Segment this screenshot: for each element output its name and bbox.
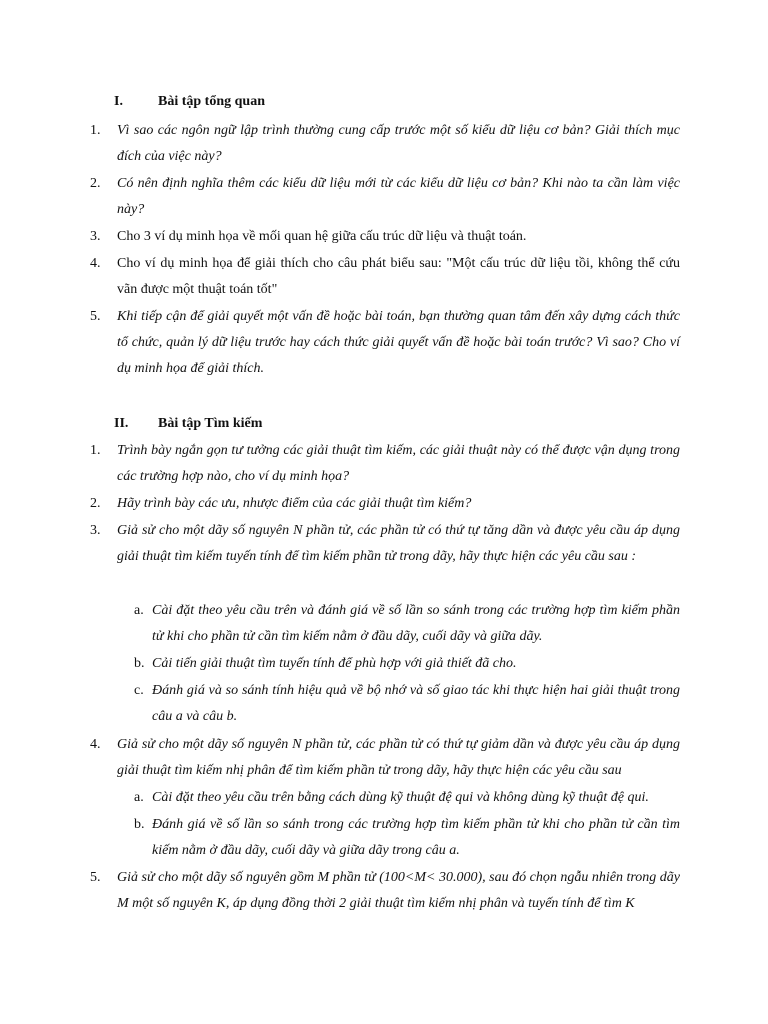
section-heading-2 xyxy=(114,415,262,433)
item-text: Hãy trình bày các ưu, nhược điểm của các giải thuật tìm kiếm? xyxy=(117,496,472,511)
item-number: 1. xyxy=(90,443,101,458)
exercise-item xyxy=(90,865,680,917)
item-text: Trình bày ngắn gọn tư tưởng các giải thuật tìm kiếm, các giải thuật này có thể được vận dụng trong các trường hợp nào, cho ví dụ minh họa? xyxy=(117,443,680,484)
item-text: Cho ví dụ minh họa để giải thích cho câu phát biểu sau: "Một cấu trúc dữ liệu tồi, không thể cứu vãn được một thuật toán tốt" xyxy=(117,256,680,297)
item-number: 1. xyxy=(90,123,101,138)
exercise-item xyxy=(90,251,680,303)
item-text: Có nên định nghĩa thêm các kiểu dữ liệu mới từ các kiểu dữ liệu cơ bản? Khi nào ta cần làm việc này? xyxy=(117,176,680,217)
subitem-text: Cài đặt theo yêu cầu trên bằng cách dùng kỹ thuật đệ qui và không dùng kỹ thuật đệ qui. xyxy=(152,790,649,805)
section-heading-1 xyxy=(114,93,265,111)
item-number: 2. xyxy=(90,176,101,191)
exercise-subitem xyxy=(134,651,680,677)
exercise-item xyxy=(90,732,680,784)
section-title: Bài tập tổng quan xyxy=(158,94,265,109)
subitem-letter: c. xyxy=(134,683,144,698)
subitem-letter: b. xyxy=(134,656,145,671)
section-number: II. xyxy=(114,416,129,431)
item-text: Giả sử cho một dãy số nguyên N phần tử, các phần tử có thứ tự tăng dần và được yêu cầu áp dụng giải thuật tìm kiếm tuyến tính để tìm kiếm phần tử trong dãy, hãy thực hiện các yêu cầu sau : xyxy=(117,523,680,564)
item-number: 3. xyxy=(90,523,101,538)
exercise-subitem xyxy=(134,598,680,650)
exercise-subitem xyxy=(134,785,680,811)
exercise-item xyxy=(90,118,680,170)
item-number: 4. xyxy=(90,737,101,752)
subitem-letter: a. xyxy=(134,603,144,618)
item-number: 2. xyxy=(90,496,101,511)
exercise-item xyxy=(90,518,680,570)
item-text: Vì sao các ngôn ngữ lập trình thường cung cấp trước một số kiểu dữ liệu cơ bản? Giải thích mục đích của việc này? xyxy=(117,123,680,164)
subitem-text: Đánh giá và so sánh tính hiệu quả về bộ nhớ và số giao tác khi thực hiện hai giải thuật trong câu a và câu b. xyxy=(152,683,680,724)
item-number: 4. xyxy=(90,256,101,271)
subitem-text: Cải tiến giải thuật tìm tuyến tính để phù hợp với giả thiết đã cho. xyxy=(152,656,517,671)
exercise-item xyxy=(90,491,680,517)
exercise-subitem xyxy=(134,812,680,864)
subitem-letter: a. xyxy=(134,790,144,805)
item-text: Giả sử cho một dãy số nguyên gồm M phần tử (100<M< 30.000), sau đó chọn ngẫu nhiên trong dãy M một số nguyên K, áp dụng đồng thời 2 giải thuật tìm kiếm nhị phân và tuyến tính để tìm K xyxy=(117,870,680,911)
subitem-text: Đánh giá về số lần so sánh trong các trường hợp tìm kiếm phần tử khi cho phần tử cần tìm kiếm nằm ở đầu dãy, cuối dãy và giữa dãy trong câu a. xyxy=(152,817,680,858)
item-number: 5. xyxy=(90,309,101,324)
exercise-item xyxy=(90,304,680,382)
item-number: 5. xyxy=(90,870,101,885)
exercise-subitem xyxy=(134,678,680,730)
item-text: Cho 3 ví dụ minh họa về mối quan hệ giữa cấu trúc dữ liệu và thuật toán. xyxy=(117,229,527,244)
exercise-item xyxy=(90,224,680,250)
subitem-text: Cài đặt theo yêu cầu trên và đánh giá về số lần so sánh trong các trường hợp tìm kiếm phần tử khi cho phần tử cần tìm kiếm nằm ở đầu dãy, cuối dãy và giữa dãy. xyxy=(152,603,680,644)
item-text: Khi tiếp cận để giải quyết một vấn đề hoặc bài toán, bạn thường quan tâm đến xây dựng cách thức tổ chức, quản lý dữ liệu trước hay cách thức giải quyết vấn đề hoặc bài toán trước? Vì sao? Cho ví dụ minh họa để giải thích. xyxy=(117,309,680,376)
section-title: Bài tập Tìm kiếm xyxy=(158,416,263,431)
section-number: I. xyxy=(114,94,123,109)
subitem-letter: b. xyxy=(134,817,145,832)
exercise-item xyxy=(90,171,680,223)
exercise-item xyxy=(90,438,680,490)
item-number: 3. xyxy=(90,229,101,244)
item-text: Giả sử cho một dãy số nguyên N phần tử, các phần tử có thứ tự giảm dần và được yêu cầu áp dụng giải thuật tìm kiếm nhị phân để tìm kiếm phần tử trong dãy, hãy thực hiện các yêu cầu sau xyxy=(117,737,680,778)
